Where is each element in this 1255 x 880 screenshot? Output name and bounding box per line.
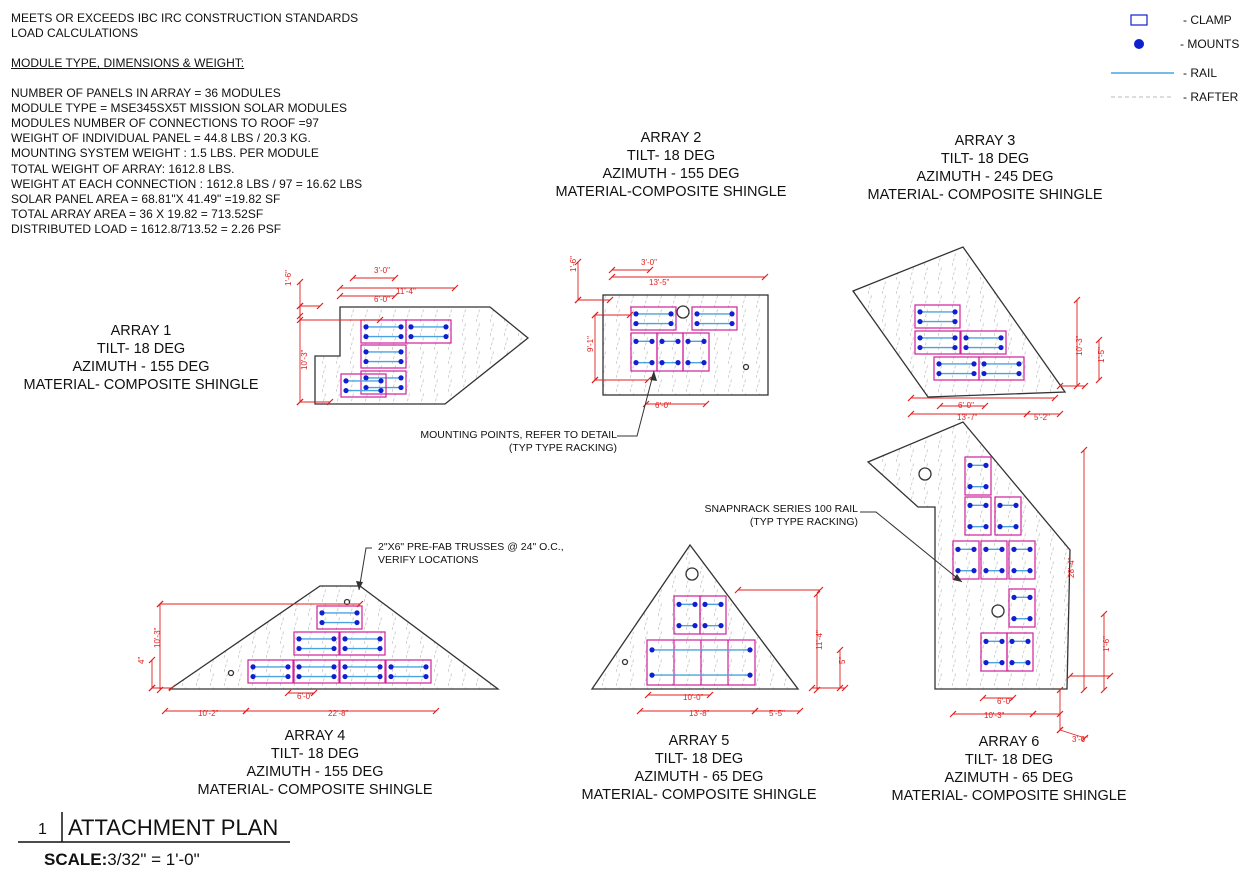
roof-vent: [992, 605, 1004, 617]
mount-point: [971, 568, 976, 573]
mount-point: [331, 664, 336, 669]
legend-mount-symbol: [1134, 39, 1144, 49]
array-material: MATERIAL-COMPOSITE SHINGLE: [555, 184, 787, 200]
dim-a3-4: 13'-7": [957, 413, 978, 422]
mount-point: [1011, 547, 1016, 552]
scale-value: 3/32" = 1'-0": [107, 850, 200, 869]
array-3-label: [854, 132, 1116, 204]
mount-point: [377, 664, 382, 669]
mount-point: [343, 388, 348, 393]
mount-point: [963, 335, 968, 340]
legend-mounts-label: - MOUNTS: [1180, 37, 1240, 51]
mount-point: [917, 345, 922, 350]
array-material: MATERIAL- COMPOSITE SHINGLE: [197, 782, 433, 798]
mount-point: [701, 339, 706, 344]
mount-point: [983, 660, 988, 665]
array-tilt: TILT- 18 DEG: [964, 752, 1054, 768]
notes-line: LOAD CALCULATIONS: [11, 26, 139, 41]
mount-point: [443, 324, 448, 329]
mount-point: [285, 674, 290, 679]
mount-point: [408, 334, 413, 339]
dim-a3-3: 6'-0": [958, 401, 974, 410]
mount-point: [398, 349, 403, 354]
dim-a5-5: 5'-5": [769, 709, 785, 718]
mount-point: [443, 334, 448, 339]
mount-point: [296, 674, 301, 679]
mount-point: [363, 349, 368, 354]
mount-point: [633, 360, 638, 365]
mount-point: [633, 311, 638, 316]
mount-point: [999, 639, 1004, 644]
legend-clamp-symbol: [1131, 15, 1147, 25]
mount-point: [649, 673, 654, 678]
drawing-number: 1: [38, 821, 47, 838]
array-material: MATERIAL- COMPOSITE SHINGLE: [867, 187, 1103, 203]
mount-point: [692, 623, 697, 628]
mount-point: [649, 647, 654, 652]
mount-point: [388, 664, 393, 669]
dim-a4-3: 6'-0": [297, 692, 313, 701]
mount-point: [955, 547, 960, 552]
mount-point: [675, 360, 680, 365]
callout-line: SNAPNRACK SERIES 100 RAIL: [704, 503, 858, 515]
dim-a1-4: 1'-6": [284, 270, 293, 286]
array-1-label: [10, 322, 272, 394]
notes-line: WEIGHT AT EACH CONNECTION : 1612.8 LBS / 97 = 16.62 LBS: [11, 176, 363, 191]
mount-point: [1027, 568, 1032, 573]
notes-line: MODULES NUMBER OF CONNECTIONS TO ROOF =97: [11, 116, 319, 131]
mount-point: [718, 602, 723, 607]
mount-point: [702, 602, 707, 607]
mount-point: [363, 385, 368, 390]
mount-point: [955, 568, 960, 573]
mount-point: [1013, 524, 1018, 529]
mount-point: [378, 388, 383, 393]
mount-point: [388, 674, 393, 679]
notes-section-heading: MODULE TYPE, DIMENSIONS & WEIGHT:: [11, 56, 245, 71]
mount-point: [633, 321, 638, 326]
mount-point: [1011, 616, 1016, 621]
mount-point: [331, 646, 336, 651]
mount-point: [250, 664, 255, 669]
notes-line: TOTAL ARRAY AREA = 36 X 19.82 = 713.52SF: [11, 207, 264, 222]
mount-point: [331, 674, 336, 679]
mount-point: [999, 547, 1004, 552]
array-tilt: TILT- 18 DEG: [96, 341, 186, 357]
mount-point: [398, 324, 403, 329]
callout-line: MOUNTING POINTS, REFER TO DETAIL: [420, 429, 617, 441]
mount-point: [685, 360, 690, 365]
mount-point: [694, 321, 699, 326]
dim-a6-2: 1'-6": [1102, 636, 1111, 652]
mount-point: [423, 674, 428, 679]
dim-a4-2: 4": [137, 656, 146, 664]
mount-point: [983, 639, 988, 644]
notes-line: NUMBER OF PANELS IN ARRAY = 36 MODULES: [11, 85, 281, 100]
mount-point: [963, 345, 968, 350]
mount-point: [917, 319, 922, 324]
mount-point: [676, 623, 681, 628]
mount-point: [747, 647, 752, 652]
array-tilt: TILT- 18 DEG: [654, 751, 744, 767]
scale-label: SCALE:: [44, 850, 108, 869]
array-name: ARRAY 2: [640, 130, 702, 146]
mount-point: [967, 484, 972, 489]
mount-point: [1013, 503, 1018, 508]
mount-point: [983, 463, 988, 468]
roof-outline-array-6: [868, 422, 1070, 689]
mount-point: [701, 360, 706, 365]
mount-point: [250, 674, 255, 679]
callout-line: 2"X6" PRE-FAB TRUSSES @ 24" O.C.,: [378, 541, 564, 553]
dim-a4-1: 10'-3": [153, 627, 162, 648]
array-6-label: [878, 733, 1140, 805]
mount-point: [649, 360, 654, 365]
mount-point: [747, 673, 752, 678]
dim-a6-1: 28'-4": [1067, 557, 1076, 578]
dim-a6-3: 6'-0": [997, 697, 1013, 706]
callout-snapnrack-rail: [692, 503, 858, 529]
dim-a5-4: 13'-8": [689, 709, 710, 718]
roof-outline-array-5: [592, 545, 798, 689]
mount-point: [377, 646, 382, 651]
mount-point: [981, 371, 986, 376]
notes-line: MOUNTING SYSTEM WEIGHT : 1.5 LBS. PER MODULE: [11, 146, 319, 161]
callout-line: (TYP TYPE RACKING): [749, 516, 858, 528]
array-tilt: TILT- 18 DEG: [270, 746, 360, 762]
mount-point: [342, 636, 347, 641]
mount-point: [1027, 547, 1032, 552]
array-4-label: [184, 727, 446, 799]
mount-point: [633, 339, 638, 344]
roof-vent: [919, 468, 931, 480]
array-name: ARRAY 3: [954, 133, 1016, 149]
mount-point: [354, 620, 359, 625]
notes-line: DISTRIBUTED LOAD = 1612.8/713.52 = 2.26 PSF: [11, 222, 282, 237]
dim-a6-4: 10'-3": [984, 711, 1005, 720]
mount-point: [659, 360, 664, 365]
mount-point: [971, 371, 976, 376]
mount-point: [285, 664, 290, 669]
mount-point: [1016, 371, 1021, 376]
notes-line: MODULE TYPE = MSE345SX5T MISSION SOLAR MODULES: [11, 100, 347, 115]
array-azimuth: AZIMUTH - 65 DEG: [944, 770, 1074, 786]
array-tilt: TILT- 18 DEG: [940, 151, 1030, 167]
mount-point: [971, 361, 976, 366]
mount-point: [659, 339, 664, 344]
array-azimuth: AZIMUTH - 155 DEG: [602, 166, 740, 182]
mount-point: [296, 636, 301, 641]
dim-a1-1: 3'-0": [374, 266, 390, 275]
dim-a3-1: 10'-3": [1075, 335, 1084, 356]
mount-point: [729, 321, 734, 326]
array-azimuth: AZIMUTH - 155 DEG: [246, 764, 384, 780]
callout-mounting-points: [409, 429, 617, 455]
roof-vent: [229, 671, 234, 676]
mount-point: [342, 664, 347, 669]
mount-point: [1027, 595, 1032, 600]
dim-a3-5: 5'-2": [1034, 413, 1050, 422]
mount-point: [1009, 660, 1014, 665]
array-5-label: [568, 732, 830, 804]
mount-point: [917, 309, 922, 314]
dim-a3-2: 1'-5": [1097, 347, 1106, 363]
mount-point: [354, 610, 359, 615]
mount-point: [676, 602, 681, 607]
array-material: MATERIAL- COMPOSITE SHINGLE: [891, 788, 1127, 804]
array-azimuth: AZIMUTH - 245 DEG: [916, 169, 1054, 185]
mount-point: [967, 503, 972, 508]
dim-a2-5: 6'-0": [655, 401, 671, 410]
mount-point: [319, 610, 324, 615]
mount-point: [423, 664, 428, 669]
mount-point: [694, 311, 699, 316]
dim-a2-3: 1'-6": [569, 256, 578, 272]
mount-point: [363, 334, 368, 339]
load-calculation-notes: [11, 11, 362, 238]
array-azimuth: AZIMUTH - 155 DEG: [72, 359, 210, 375]
array-2-label: [540, 129, 802, 201]
array-name: ARRAY 6: [978, 734, 1040, 750]
callout-line: VERIFY LOCATIONS: [378, 554, 479, 566]
mount-point: [999, 660, 1004, 665]
mount-point: [296, 646, 301, 651]
drawing-title: ATTACHMENT PLAN: [68, 815, 279, 840]
mount-point: [952, 309, 957, 314]
mount-point: [718, 623, 723, 628]
array-azimuth: AZIMUTH - 65 DEG: [634, 769, 764, 785]
mount-point: [668, 321, 673, 326]
mount-point: [1011, 595, 1016, 600]
mount-point: [1016, 361, 1021, 366]
mount-point: [378, 378, 383, 383]
roof-outline-array-3: [853, 247, 1065, 397]
mount-point: [952, 319, 957, 324]
mount-point: [377, 674, 382, 679]
mount-point: [363, 324, 368, 329]
dim-a5-3: 10'-0": [683, 693, 704, 702]
callout-line: (TYP TYPE RACKING): [508, 442, 617, 454]
mount-point: [331, 636, 336, 641]
dim-a1-3: 6'-0": [374, 295, 390, 304]
array-tilt: TILT- 18 DEG: [626, 148, 716, 164]
mount-point: [398, 359, 403, 364]
dim-a5-1: 11'-4": [815, 630, 824, 650]
mount-point: [408, 324, 413, 329]
notes-line: SOLAR PANEL AREA = 68.81"X 41.49" =19.82 SF: [11, 192, 281, 207]
mount-point: [668, 311, 673, 316]
mount-point: [983, 524, 988, 529]
mount-point: [998, 335, 1003, 340]
legend-clamp-label: - CLAMP: [1183, 13, 1232, 27]
mount-point: [377, 636, 382, 641]
mount-point: [997, 503, 1002, 508]
dim-a4-4: 10'-2": [198, 709, 219, 718]
mount-point: [967, 524, 972, 529]
mount-point: [981, 361, 986, 366]
array-name: ARRAY 1: [110, 323, 172, 339]
mount-point: [1025, 660, 1030, 665]
dim-a5-2: 5": [838, 656, 847, 664]
mount-point: [936, 371, 941, 376]
roof-vent: [623, 660, 628, 665]
mount-point: [342, 646, 347, 651]
mount-point: [702, 623, 707, 628]
mount-point: [952, 345, 957, 350]
callout-trusses: [378, 541, 564, 567]
mount-point: [398, 334, 403, 339]
mount-point: [971, 547, 976, 552]
mount-point: [342, 674, 347, 679]
mount-point: [917, 335, 922, 340]
mount-point: [296, 664, 301, 669]
mount-point: [363, 359, 368, 364]
dim-a6-5: 3'-6": [1072, 735, 1088, 744]
mount-point: [319, 620, 324, 625]
legend-rail-label: - RAIL: [1183, 66, 1218, 80]
mount-point: [983, 547, 988, 552]
roof-vent: [677, 306, 689, 318]
dim-a2-2: 13'-5": [649, 278, 670, 287]
dim-a1-2: 11'-4": [396, 287, 416, 296]
mount-point: [983, 503, 988, 508]
mount-point: [692, 602, 697, 607]
roof-vent: [686, 568, 698, 580]
notes-line: MEETS OR EXCEEDS IBC IRC CONSTRUCTION STANDARDS: [11, 11, 359, 25]
mount-point: [967, 463, 972, 468]
mount-point: [983, 484, 988, 489]
mount-point: [1011, 568, 1016, 573]
mount-point: [398, 375, 403, 380]
mount-point: [398, 385, 403, 390]
mount-point: [675, 339, 680, 344]
array-material: MATERIAL- COMPOSITE SHINGLE: [23, 377, 259, 393]
roof-vent: [744, 365, 749, 370]
notes-line: WEIGHT OF INDIVIDUAL PANEL = 44.8 LBS / 20.3 KG.: [11, 131, 311, 146]
mount-point: [1027, 616, 1032, 621]
array-name: ARRAY 4: [284, 728, 346, 744]
mount-point: [999, 568, 1004, 573]
dim-a2-1: 3'-0": [641, 258, 657, 267]
legend-rafter-label: - RAFTER: [1183, 90, 1239, 104]
mount-point: [983, 568, 988, 573]
array-material: MATERIAL- COMPOSITE SHINGLE: [581, 787, 817, 803]
mount-point: [363, 375, 368, 380]
drawing-scale: [44, 850, 200, 870]
mount-point: [936, 361, 941, 366]
dim-a2-4: 9'-1": [586, 336, 595, 352]
array-name: ARRAY 5: [668, 733, 730, 749]
mount-point: [343, 378, 348, 383]
mount-point: [998, 345, 1003, 350]
mount-point: [729, 311, 734, 316]
notes-line: TOTAL WEIGHT OF ARRAY: 1612.8 LBS.: [11, 161, 235, 176]
dim-a1-5: 10'-3": [300, 349, 309, 370]
mount-point: [649, 339, 654, 344]
mount-point: [952, 335, 957, 340]
mount-point: [685, 339, 690, 344]
mount-point: [1025, 639, 1030, 644]
mount-point: [1009, 639, 1014, 644]
mount-point: [997, 524, 1002, 529]
dim-a4-5: 22'-8": [328, 709, 349, 718]
